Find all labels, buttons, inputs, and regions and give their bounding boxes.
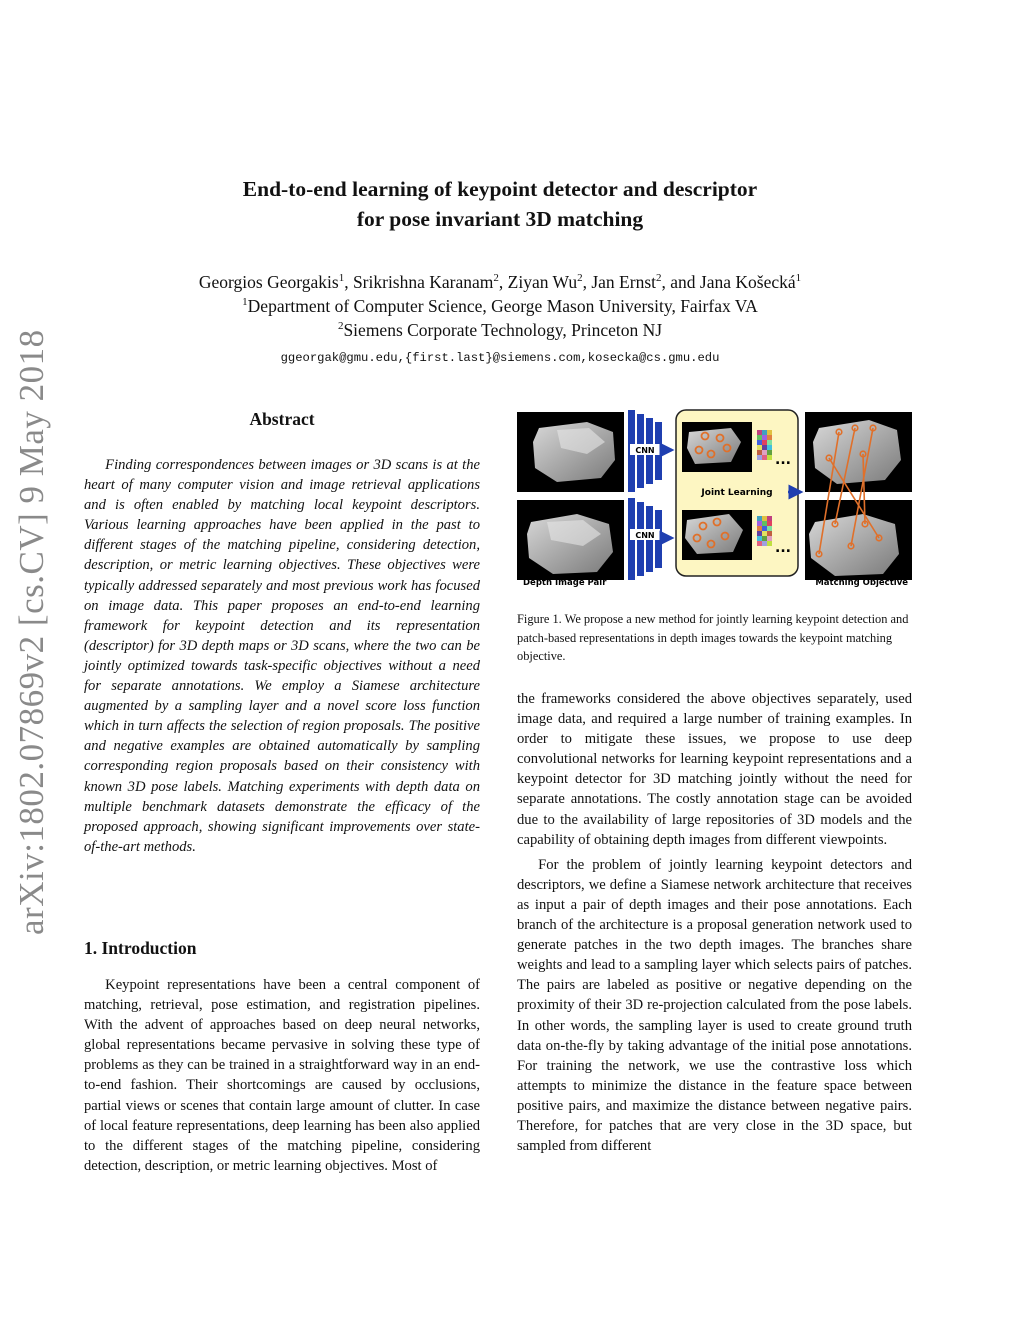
depth-image-top — [517, 412, 624, 492]
matching-image-top — [805, 412, 912, 492]
cnn-block-bottom — [628, 498, 662, 580]
figure-caption: Figure 1. We propose a new method for jointly learning keypoint detection and patch-based representations in depth images towards the keypoint matching objective. — [517, 612, 909, 663]
affiliation-mark: 1 — [242, 296, 248, 309]
separator: , and — [661, 272, 700, 292]
affiliation-1: Department of Computer Science, George Mason University, Fairfax VA — [247, 296, 758, 316]
title-line-2: for pose invariant 3D matching — [356, 207, 644, 231]
arxiv-stamp: arXiv:1802.07869v2 [cs.CV] 9 May 2018 — [12, 329, 51, 935]
affiliation-mark: 2 — [337, 320, 344, 333]
right-paragraph-1: the frameworks considered the above objectives separately, used image data, and required a large number of training examples. In order to mitigate these issues, we propose to use deep convolutional networks for learning keypoint representations and a keypoint detector for 3D matching jointly without the need for separate annotations. The costly annotation stage can be avoided due to the availability of large repositories of 3D models and the capability of obtaining depth images from different viewpoints. — [517, 691, 912, 848]
ellipsis-bottom: ... — [775, 540, 791, 556]
cnn-label-top: CNN — [635, 446, 655, 455]
introduction-section — [84, 938, 480, 959]
author-5: Jana Košecká — [699, 272, 796, 292]
paper-title — [120, 174, 880, 234]
cnn-label-bottom: CNN — [635, 531, 655, 540]
title-line-1: End-to-end learning of keypoint detector and descriptor — [242, 177, 758, 201]
descriptor-grid-top — [757, 430, 772, 460]
affiliation-2: Siemens Corporate Technology, Princeton NJ — [343, 320, 663, 340]
label-depth-image-pair: Depth Image Pair — [523, 578, 607, 588]
ellipsis-top: ... — [775, 452, 791, 468]
abstract-text: Finding correspondences between images or 3D scans is at the heart of many computer vision and image retrieval applications and is often enabled by matching local keypoint descriptors. Various learning approaches have been applied in the past to different stages of the matching pipeline, considering detection, description, or metric learning objectives. These objectives were typically addressed separately and most previous work has focused on image data. This paper proposes an end-to-end learning framework for keypoint detection and its representation (descriptor) for 3D depth maps or 3D scans, where the two can be jointly optimized towards task-specific objectives without a need for separate annotations. We employ a Siamese architecture augmented by a sampling layer and a novel score loss function which in turn affects the selection of region proposals. The positive and negative examples are obtained automatically by sampling corresponding region proposals based on their consistency with known 3D pose labels. Matching experiments with depth data on multiple benchmark datasets demonstrate the efficacy of the proposed approach, showing significant improvements over state-of-the-art methods. — [84, 457, 480, 855]
separator: , — [582, 272, 592, 292]
author-list — [100, 270, 900, 294]
introduction-text: Keypoint representations have been a central component of matching, retrieval, pose estimation, and registration pipelines. With the advent of approaches based on deep neural networks, global representations became pervasive in solving these type of problems as they can be trained in a straightforward way in an end-to-end fashion. Their shortcomings are caused by occlusions, partial views or scenes that contain large amount of clutter. In case of local feature representations, deep learning has been also applied to the different stages of the matching pipeline, considering detection, description, or metric learning objectives. Most of — [84, 977, 480, 1174]
author-2: Srikrishna Karanam — [352, 272, 494, 292]
cnn-block-top — [628, 410, 662, 492]
descriptor-grid-bottom — [757, 516, 772, 546]
label-matching-objective: Matching Objective — [815, 578, 908, 588]
separator: , — [344, 272, 353, 292]
author-emails: ggeorgak@gmu.edu,{first.last}@siemens.com,kosecka@cs.gmu.edu — [280, 351, 720, 365]
figure-1 — [517, 408, 913, 590]
affiliation-mark: 1 — [795, 272, 802, 285]
affiliation-mark: 2 — [577, 272, 583, 285]
separator: , — [498, 272, 508, 292]
affiliation-mark: 2 — [656, 272, 662, 285]
joint-learning-label: Joint Learning — [701, 488, 773, 498]
author-block — [100, 270, 900, 370]
right-paragraph-2: For the problem of jointly learning keypoint detectors and descriptors, we define a Siamese network architecture that receives as input a pair of depth images and their pose annotations. Each branch of the architecture is a proposal generation network used to generate patches in the two depth images. The branches share weights and lead to a sampling layer which selects pairs of patches. The pairs are labeled as positive or negative depending on the proximity of their 3D re-projection calculated from the pose labels. In other words, the sampling layer is used to create ground truth data on-the-fly by taking advantage of the initial pose annotations. For training the network, we use the contrastive loss which attempts to minimize the distance in the feature space between positive pairs, and maximize the distance between negative pairs. Therefore, for patches that are very close in the 3D space, but sampled from different — [517, 856, 912, 1155]
depth-image-bottom — [517, 500, 624, 580]
author-4: Jan Ernst — [591, 272, 656, 292]
joint-learning-panel — [676, 410, 798, 576]
author-3: Ziyan Wu — [507, 272, 578, 292]
affiliation-2-line — [100, 318, 900, 342]
affiliation-mark: 2 — [493, 272, 499, 285]
affiliation-mark: 1 — [338, 272, 345, 285]
abstract-heading: Abstract — [249, 409, 315, 429]
introduction-heading: 1. Introduction — [84, 938, 197, 958]
affiliation-1-line — [100, 294, 900, 318]
abstract-section — [84, 409, 480, 430]
author-1: Georgios Georgakis — [198, 272, 339, 292]
right-column-body — [517, 689, 912, 1156]
abstract-body — [84, 455, 480, 857]
introduction-body — [84, 975, 480, 1176]
